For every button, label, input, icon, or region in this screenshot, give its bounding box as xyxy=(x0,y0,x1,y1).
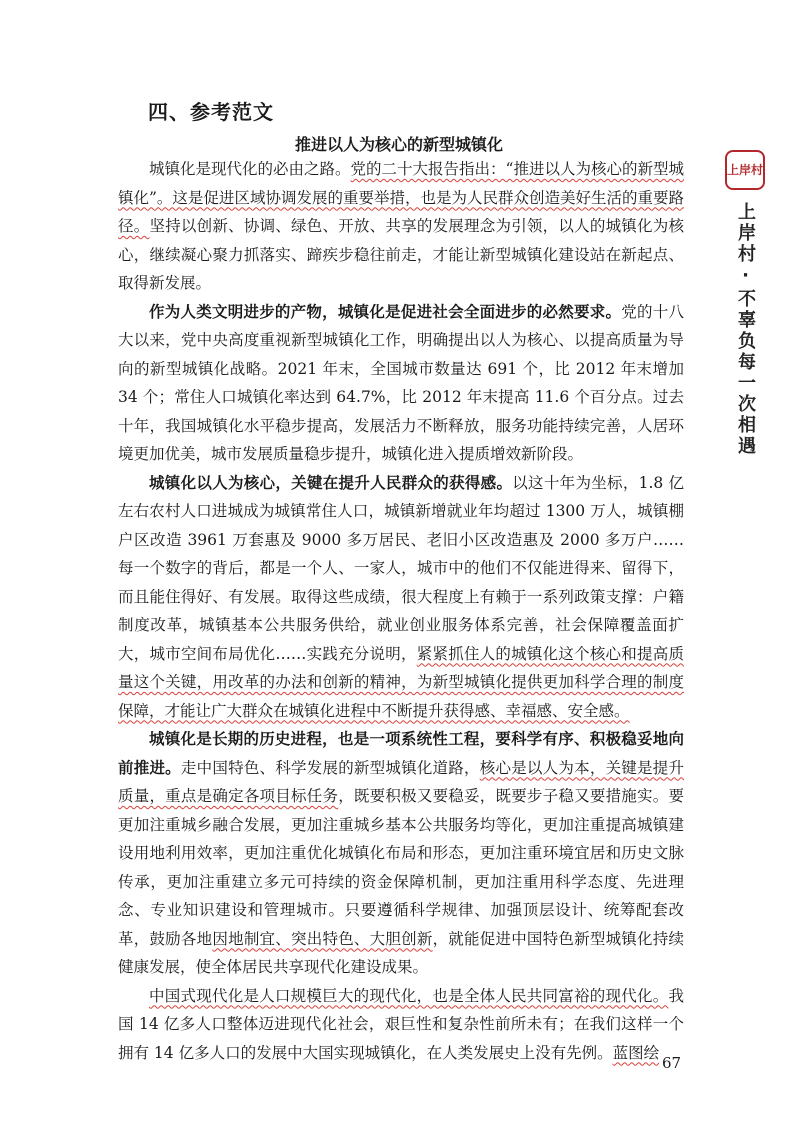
paragraph-4 xyxy=(118,725,684,982)
article-title: 推进以人为核心的新型城镇化 xyxy=(294,135,503,154)
p1-s1: 城镇化是现代化的必由之路。 xyxy=(149,160,351,178)
brand-logo-seal: 上岸村 xyxy=(725,150,765,190)
p2-lead-bold: 作为人类文明进步的产物，城镇化是促进社会全面进步的必然要求。 xyxy=(149,301,622,321)
p2-rest: 党的十八大以来，党中央高度重视新型城镇化工作，明确提出以人为核心、以提高质量为导向的新型城镇化战略。2021 年末，全国城市数量达 691 个，比 2012 年末增加 34 个；常住人口城镇化率达到 64.7%，比 2012 年末提高 11.6 个百分点。过去十年，我国城镇化水平稳步提高，发展活力不断释放，服务功能持续完善，人居环境更加优美，城市发展质量稳步提升，城镇化进入提质增效新阶段。 xyxy=(118,302,684,463)
article-body xyxy=(118,155,684,1067)
brand-sidebar xyxy=(718,150,772,457)
paragraph-1 xyxy=(118,155,684,298)
p3-rest: 以这十年为坐标，1.8 亿左右农村人口进城成为城镇常住人口，城镇新增就业年均超过 1300 万人，城镇棚户区改造 3961 万套惠及 9000 多万居民、老旧小区改造惠及 2000 多万户……每一个数字的背后，都是一个人、一家人，城市中的他们不仅能进得来、留得下，而且能住得好、有发展。取得这些成绩，很大程度上有赖于一系列政策支撑：户籍制度改革，城镇基本公共服务供给，就业创业服务体系完善，社会保障覆盖面扩大，城市空间布局优化……实践充分说明， xyxy=(118,473,684,663)
section-heading: 四、参考范文 xyxy=(148,100,274,124)
p4-u1: 核心是以人为本，关键是提升质量，重点是确定各项目标任务 xyxy=(118,758,684,805)
p4-lead-bold: 城镇化是长期的历史进程，也是一项系统性工程，要科学有序、积极稳妥地向前推进。 xyxy=(118,729,684,777)
brand-slogan: 上岸村·不辜负每一次相遇 xyxy=(735,202,756,457)
p5-a: 我国 14 亿多人口整体迈进现代化社会，艰巨性和复杂性前所未有；在我们这样一个拥有 14 亿多人口的发展中大国实现城镇化，在人类发展史上没有先例。 xyxy=(118,986,684,1062)
p3-lead-bold: 城镇化以人为核心，关键在提升人民群众的获得感。 xyxy=(149,472,513,492)
paragraph-5 xyxy=(118,982,684,1068)
p1-s3: 坚持以创新、协调、绿色、开放、共享的发展理念为引领，以人的城镇化为核心，继续凝心聚力抓落实、蹄疾步稳往前走，才能让新型城镇化建设站在新起点、取得新发展。 xyxy=(118,217,684,292)
p4-c: ，就能促进中国特色新型城镇化持续健康发展，使全体居民共享现代化建设成果。 xyxy=(118,929,684,976)
paragraph-2 xyxy=(118,298,684,469)
paragraph-3 xyxy=(118,469,684,726)
p5-u1: 中国式现代化是人口规模巨大的现代化，也是全体人民共同富裕的现代化。 xyxy=(149,986,669,1005)
p5-u2: 蓝图绘 xyxy=(612,1043,660,1062)
p4-u2: 因地制宜、突出特色、大胆创新 xyxy=(212,929,433,948)
p4-a: 走中国特色、科学发展的新型城镇化道路， xyxy=(180,758,480,777)
p1-s2-underlined: 党的二十大报告指出：“推进以人为核心的新型城镇化”。这是促进区域协调发展的重要举措，也是为人民群众创造美好生活的重要路径。 xyxy=(118,160,684,235)
page-number: 67 xyxy=(662,1054,682,1072)
p4-b: ，既要积极又要稳妥，既要步子稳又要措施实。要更加注重城乡融合发展，更加注重城乡基本公共服务均等化，更加注重提高城镇建设用地利用效率，更加注重优化城镇化布局和形态，更加注重环境宜居和历史文脉传承，更加注重建立多元可持续的资金保障机制，更加注重用科学态度、先进理念、专业知识建设和管理城市。只要遵循科学规律、加强顶层设计、统筹配套改革，鼓励各地 xyxy=(118,787,684,948)
p3-underlined: 紧紧抓住人的城镇化这个核心和提高质量这个关键，用改革的办法和创新的精神，为新型城镇化提供更加科学合理的制度保障，才能让广大群众在城镇化进程中不断提升获得感、幸福感、安全感。 xyxy=(118,644,684,720)
